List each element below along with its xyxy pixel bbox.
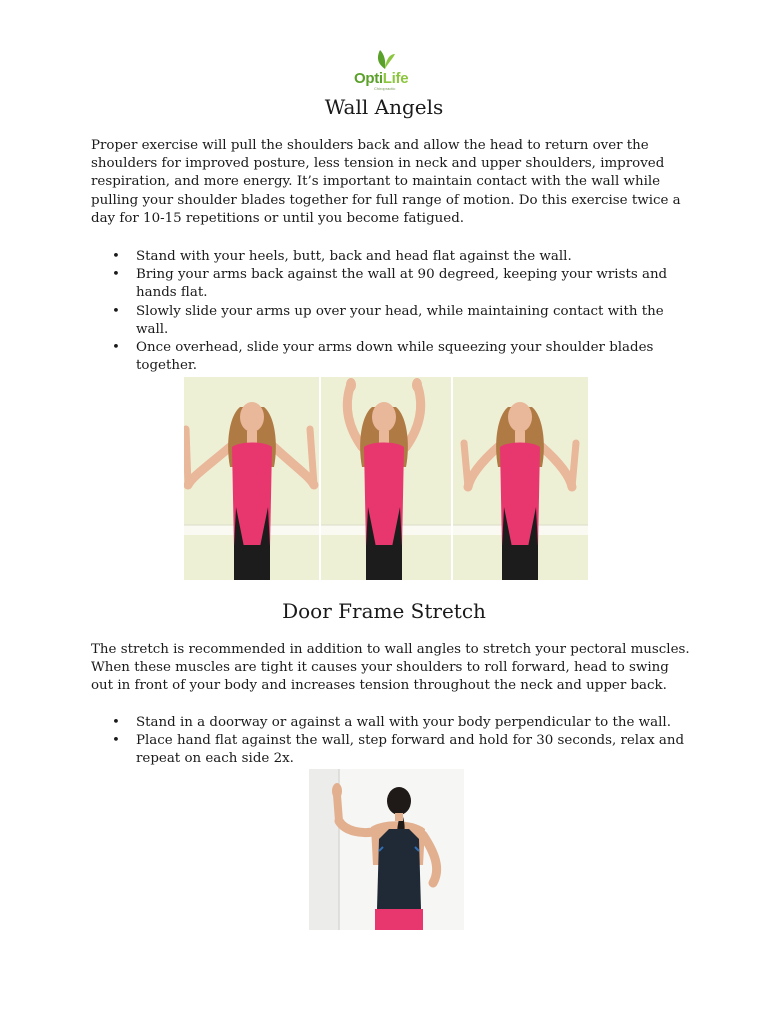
bullet-icon: • <box>112 249 120 264</box>
bullet-icon: • <box>112 715 120 730</box>
section-title-door-frame-stretch: Door Frame Stretch <box>282 599 486 623</box>
section-title-wall-angels: Wall Angels <box>324 95 444 119</box>
door-frame-intro: The stretch is recommended in addition to wall angles to stretch your pectoral muscles. When these muscles are tight it causes your shoulders to roll forward, head to swing out in front of your body and increases tension throughout the neck and upper back. <box>91 642 690 694</box>
list-item-text: Slowly slide your arms up over your head, while maintaining contact with the wall. <box>136 303 664 337</box>
bullet-icon: • <box>112 340 120 356</box>
list-item <box>112 248 692 266</box>
list-item <box>112 266 692 302</box>
wall-angels-steps <box>112 248 692 375</box>
logo-subtitle: Chiropractic <box>374 86 396 91</box>
door-frame-photo <box>309 769 464 930</box>
list-item <box>112 714 692 732</box>
wall-angels-photo <box>184 377 588 580</box>
door-frame-illustration <box>309 769 464 930</box>
optilife-logo <box>352 48 416 94</box>
list-item-text: Bring your arms back against the wall at 90 degreed, keeping your wrists and hands flat. <box>136 267 668 301</box>
list-item <box>112 339 692 375</box>
logo-wordmark-part1: Opti <box>354 70 383 87</box>
list-item-text: Once overhead, slide your arms down while squeezing your shoulder blades together. <box>136 340 654 374</box>
list-item <box>112 732 692 768</box>
wall-angels-intro: Proper exercise will pull the shoulders back and allow the head to return over the shoulders for improved posture, less tension in neck and upper shoulders, improved respiration, and more energy. It’s important to maintain contact with the wall while pulling your shoulder blades together for full range of motion. Do this exercise twice a day for 10-15 repetitions or until you become fatigued. <box>91 138 681 226</box>
door-frame-steps <box>112 714 692 769</box>
leaf-icon <box>374 48 396 70</box>
bullet-icon: • <box>112 303 120 319</box>
bullet-icon: • <box>112 267 120 283</box>
logo-wordmark-part2: Life <box>382 70 409 87</box>
logo-wordmark <box>354 70 408 87</box>
list-item-text: Place hand flat against the wall, step forward and hold for 30 seconds, relax and repeat on each side 2x. <box>136 733 685 767</box>
list-item-text: Stand with your heels, butt, back and head flat against the wall. <box>136 249 572 264</box>
wall-angels-illustration <box>184 377 588 580</box>
list-item <box>112 303 692 339</box>
bullet-icon: • <box>112 733 120 749</box>
list-item-text: Stand in a doorway or against a wall with your body perpendicular to the wall. <box>136 715 671 730</box>
